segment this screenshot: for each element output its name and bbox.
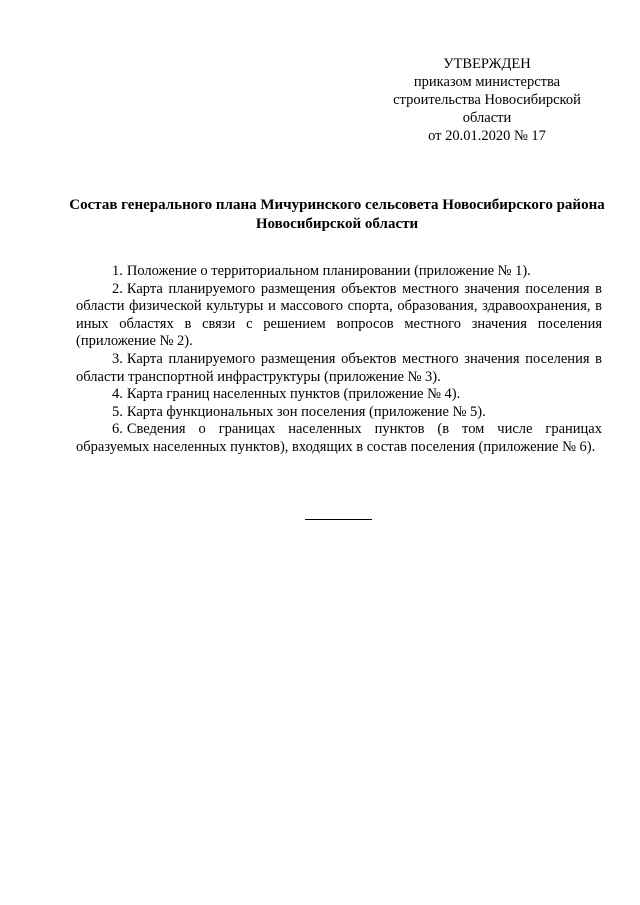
list-item-number: 4. <box>112 386 123 403</box>
list-item-text: Карта границ населенных пунктов (приложение № 4). <box>126 386 461 403</box>
approval-stamp <box>380 55 594 145</box>
contents-list <box>76 263 602 457</box>
list-item-text: Карта планируемого размещения объектов местного значения поселения в области физической культуры и массового спорта, образования, здравоохранения, в иных областях в связи с решением вопросов местного значения поселения (приложение № 2). <box>76 280 602 350</box>
list-item-5 <box>76 404 602 422</box>
approval-heading: УТВЕРЖДЕН <box>443 56 531 72</box>
list-item-number: 5. <box>112 403 123 420</box>
list-item-number: 6. <box>112 421 123 438</box>
approval-region-line: области <box>462 110 512 126</box>
list-item-number: 1. <box>112 263 123 279</box>
approval-ministry-line: строительства Новосибирской <box>393 92 581 108</box>
approval-order-line: приказом министерства <box>413 74 561 90</box>
list-item-3 <box>76 351 602 386</box>
list-item-text: Карта функциональных зон поселения (приложение № 5). <box>126 403 486 420</box>
list-item-text: Положение о территориальном планировании (приложение № 1). <box>126 263 531 279</box>
list-item-6 <box>76 421 602 456</box>
list-item-2 <box>76 281 602 351</box>
list-item-number: 2. <box>112 280 123 297</box>
end-divider <box>305 519 372 520</box>
document-title: Состав генерального плана Мичуринского сельсовета Новосибирского района Новосибирской области <box>69 197 605 232</box>
list-item-number: 3. <box>112 350 123 367</box>
approval-date-number: от 20.01.2020 № 17 <box>428 128 546 144</box>
list-item-text: Карта планируемого размещения объектов местного значения поселения в области транспортной инфраструктуры (приложение № 3). <box>76 350 602 385</box>
list-item-text: Сведения о границах населенных пунктов (в том числе границах образуемых населенных пунктов), входящих в состав поселения (приложение № 6). <box>76 421 602 455</box>
list-item-1 <box>76 263 602 281</box>
list-item-4 <box>76 386 602 404</box>
